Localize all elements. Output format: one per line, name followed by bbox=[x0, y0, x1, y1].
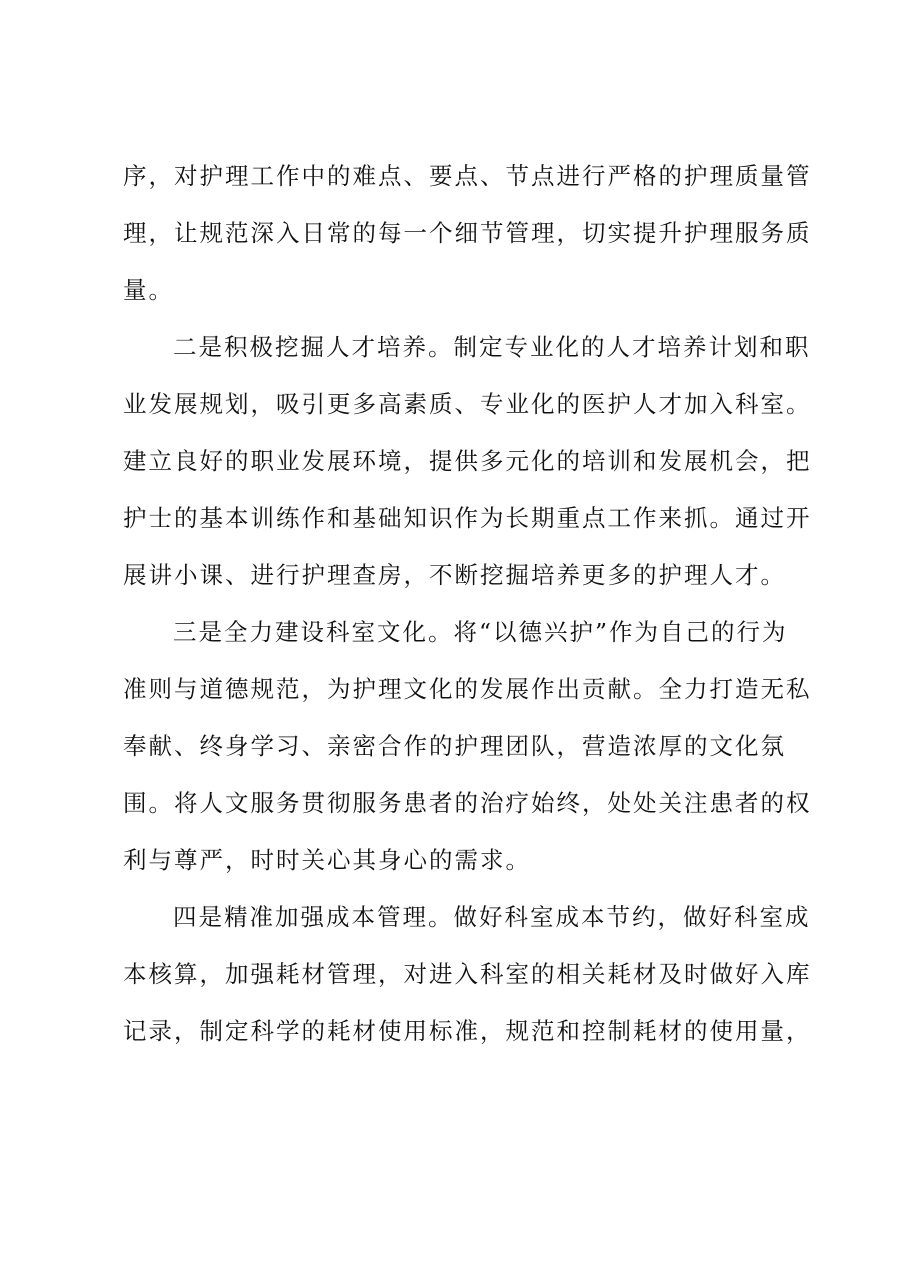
text-line: 护士的基本训练作和基础知识作为长期重点工作来抓。通过开 bbox=[123, 504, 812, 532]
text-line: 业发展规划，吸引更多高素质、专业化的医护人才加入科室。 bbox=[123, 390, 812, 418]
text-line: 记录，制定科学的耗材使用标准，规范和控制耗材的使用量， bbox=[123, 1017, 812, 1045]
text-line: 奉献、终身学习、亲密合作的护理团队，营造浓厚的文化氛 bbox=[123, 732, 786, 760]
text-line: 利与尊严，时时关心其身心的需求。 bbox=[123, 846, 531, 874]
text-line: 四是精准加强成本管理。做好科室成本节约，做好科室成 bbox=[173, 903, 811, 931]
paragraph-2 bbox=[123, 319, 812, 604]
text-line: 围。将人文服务贯彻服务患者的治疗始终，处处关注患者的权 bbox=[123, 789, 812, 817]
text-line: 理，让规范深入日常的每一个细节管理，切实提升护理服务质 bbox=[123, 219, 812, 247]
paragraph-3 bbox=[123, 604, 812, 889]
text-line: 序，对护理工作中的难点、要点、节点进行严格的护理质量管 bbox=[123, 162, 812, 190]
text-line: 准则与道德规范，为护理文化的发展作出贡献。全力打造无私 bbox=[123, 675, 812, 703]
paragraph-1 bbox=[123, 148, 812, 319]
text-line: 量。 bbox=[123, 276, 174, 304]
text-line: 建立良好的职业发展环境，提供多元化的培训和发展机会，把 bbox=[123, 447, 812, 475]
text-line: 二是积极挖掘人才培养。制定专业化的人才培养计划和职 bbox=[173, 333, 811, 361]
text-line: 三是全力建设科室文化。将“以德兴护”作为自己的行为 bbox=[173, 618, 788, 646]
document-body bbox=[123, 148, 812, 1060]
text-line: 展讲小课、进行护理查房，不断挖掘培养更多的护理人才。 bbox=[123, 561, 786, 589]
text-line: 本核算，加强耗材管理，对进入科室的相关耗材及时做好入库 bbox=[123, 960, 812, 988]
paragraph-4 bbox=[123, 889, 812, 1060]
